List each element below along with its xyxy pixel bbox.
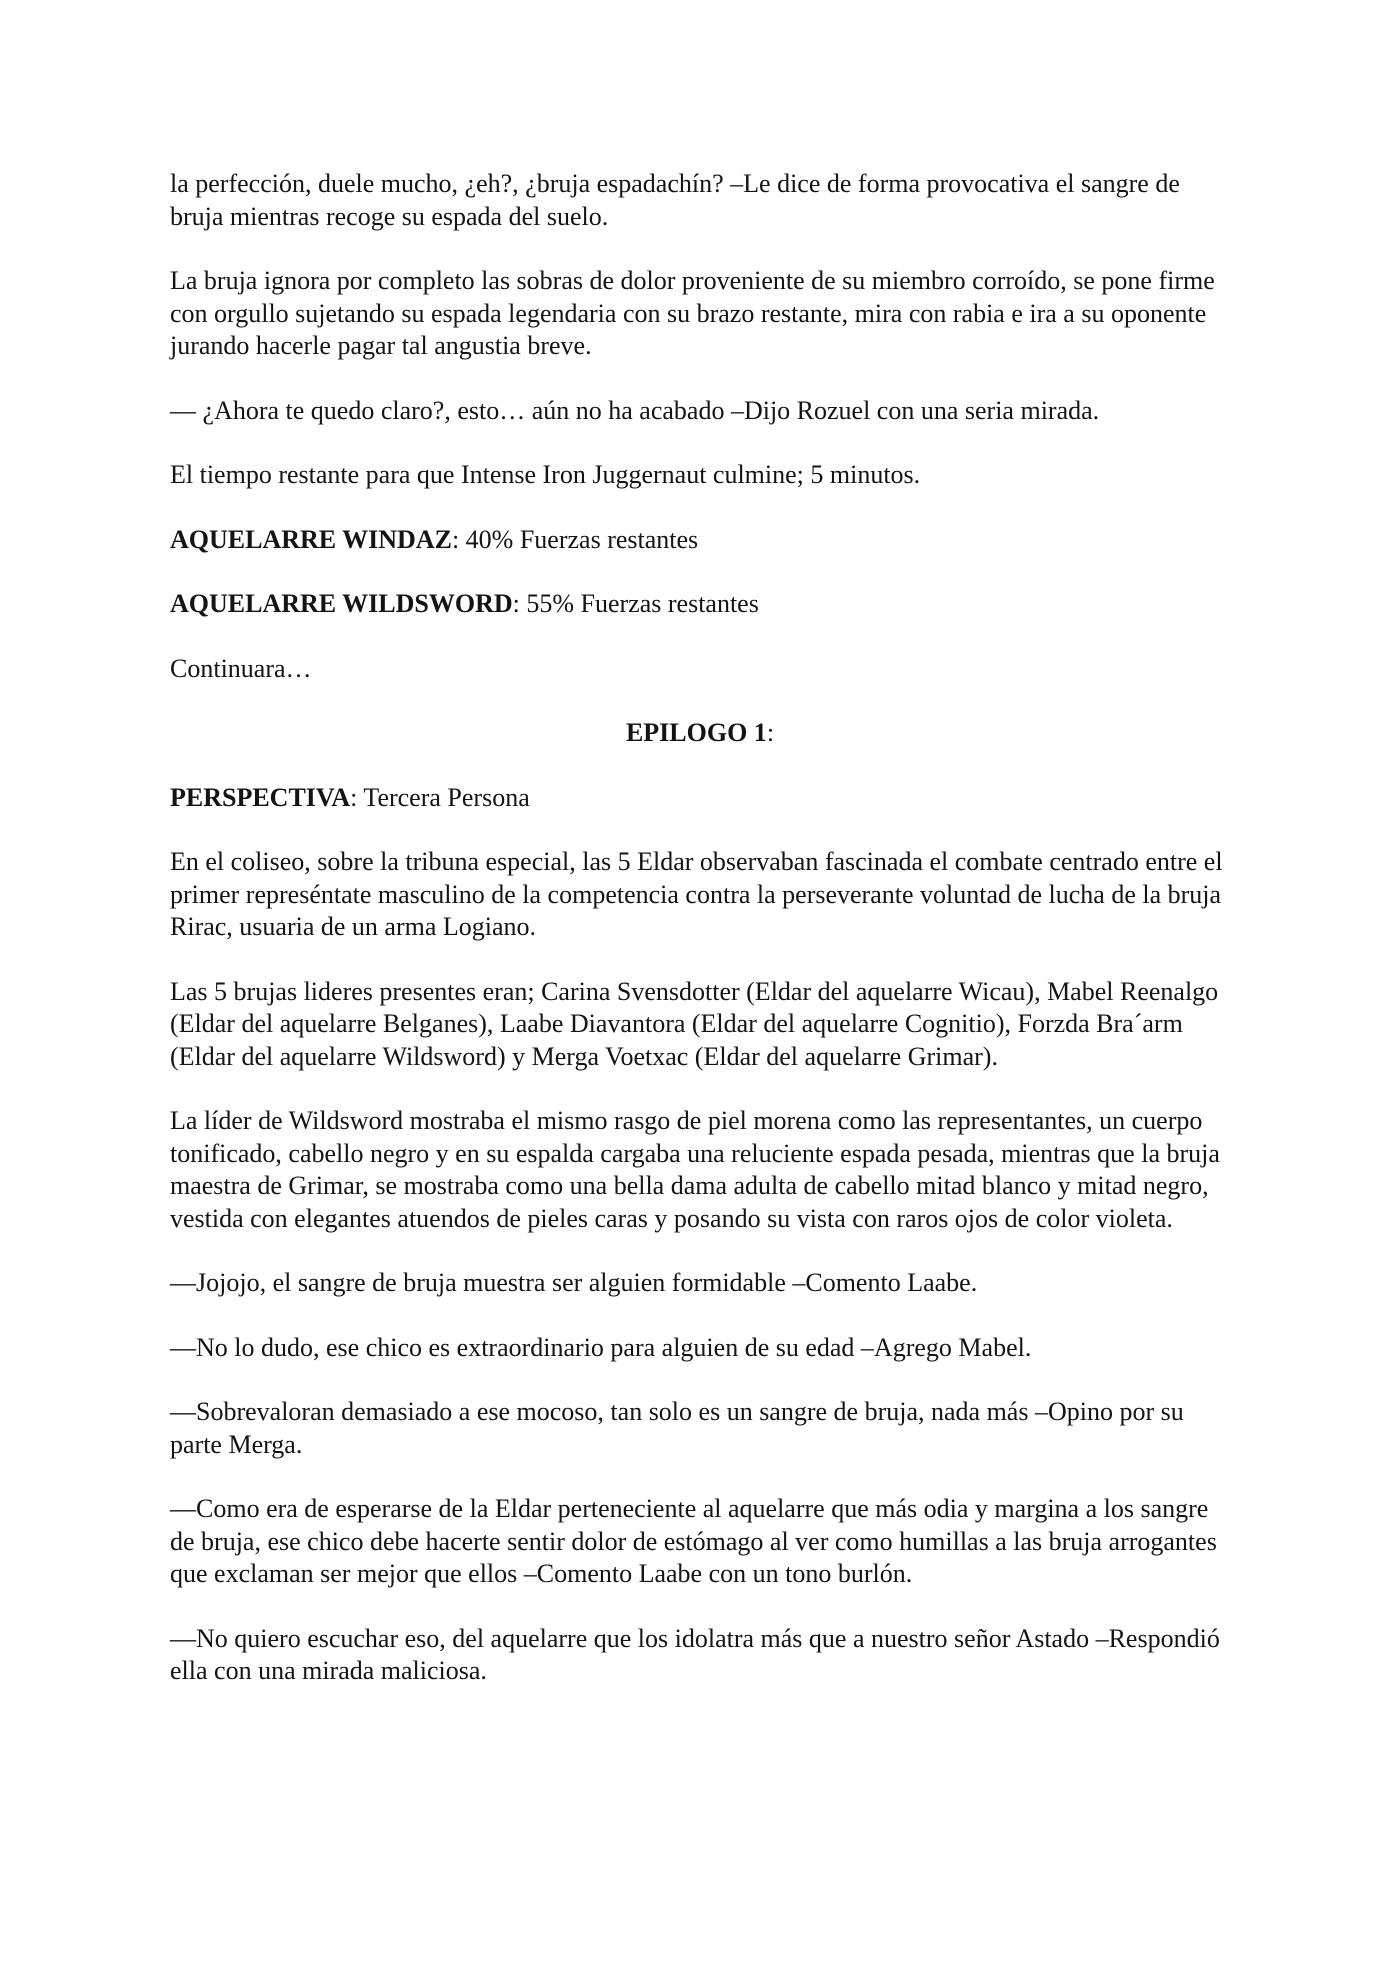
status-value: : 40% Fuerzas restantes <box>451 524 699 554</box>
paragraph: — ¿Ahora te quedo claro?, esto… aún no ha acabado –Dijo Rozuel con una seria mirada. <box>170 395 1100 425</box>
dialogue-line: —Como era de esperarse de la Eldar perteneciente al aquelarre que más odia y margina a los sangre de bruja, ese chico debe hacerte sentir dolor de estómago al ver como humillas a las bruja arrogantes que exclaman ser mejor que ellos –Comento Laabe con un tono burlón. <box>170 1494 1217 1588</box>
paragraph: la perfección, duele mucho, ¿eh?, ¿bruja espadachín? –Le dice de forma provocativa el sangre de bruja mientras recoge su espada del suelo. <box>170 169 1180 231</box>
perspective-line <box>170 782 1230 815</box>
dialogue-line: —No lo dudo, ese chico es extraordinario para alguien de su edad –Agrego Mabel. <box>170 1332 1032 1362</box>
paragraph: El tiempo restante para que Intense Iron Juggernaut culmine; 5 minutos. <box>170 460 921 489</box>
perspective-value: : Tercera Persona <box>350 782 530 812</box>
status-label: AQUELARRE WILDSWORD <box>170 589 513 618</box>
perspective-label: PERSPECTIVA <box>170 782 351 812</box>
document-page <box>170 168 1230 1720</box>
status-line-windaz <box>170 524 1230 557</box>
epilogue-heading-text: EPILOGO 1 <box>625 718 767 747</box>
paragraph: Las 5 brujas lideres presentes eran; Carina Svensdotter (Eldar del aquelarre Wicau), Mabel Reenalgo (Eldar del aquelarre Belganes), Laabe Diavantora (Eldar del aquelarre Cognitio), Forzda Bra´arm (Eldar del aquelarre Wildsword) y Merga Voetxac (Eldar del aquelarre Grimar). <box>170 976 1219 1071</box>
status-value: : 55% Fuerzas restantes <box>512 589 759 618</box>
status-line-wildsword <box>170 588 1230 621</box>
dialogue-line: —Sobrevaloran demasiado a ese mocoso, tan solo es un sangre de bruja, nada más –Opino por su parte Merga. <box>170 1397 1184 1459</box>
status-label: AQUELARRE WINDAZ <box>170 524 452 554</box>
paragraph: La bruja ignora por completo las sobras de dolor proveniente de su miembro corroído, se pone firme con orgullo sujetando su espada legendaria con su brazo restante, mira con rabia e ira a su oponente jurando hacerle pagar tal angustia breve. <box>170 266 1215 360</box>
dialogue-line: —Jojojo, el sangre de bruja muestra ser alguien formidable –Comento Laabe. <box>170 1268 978 1297</box>
paragraph: La líder de Wildsword mostraba el mismo rasgo de piel morena como las representantes, un cuerpo tonificado, cabello negro y en su espalda cargaba una reluciente espada pesada, mientras que la bruja maestra de Grimar, se mostraba como una bella dama adulta de cabello mitad blanco y mitad negro, vestida con elegantes atuendos de pieles caras y posando su vista con raros ojos de color violeta. <box>170 1106 1220 1233</box>
continued-text: Continuara… <box>170 653 312 683</box>
epilogue-heading-colon: : <box>766 718 775 747</box>
epilogue-heading <box>170 717 1230 750</box>
dialogue-line: —No quiero escuchar eso, del aquelarre que los idolatra más que a nuestro señor Astado –Respondió ella con una mirada maliciosa. <box>170 1623 1220 1685</box>
paragraph: En el coliseo, sobre la tribuna especial, las 5 Eldar observaban fascinada el combate centrado entre el primer represéntate masculino de la competencia contra la perseverante voluntad de lucha de la bruja Rirac, usuaria de un arma Logiano. <box>170 847 1223 941</box>
